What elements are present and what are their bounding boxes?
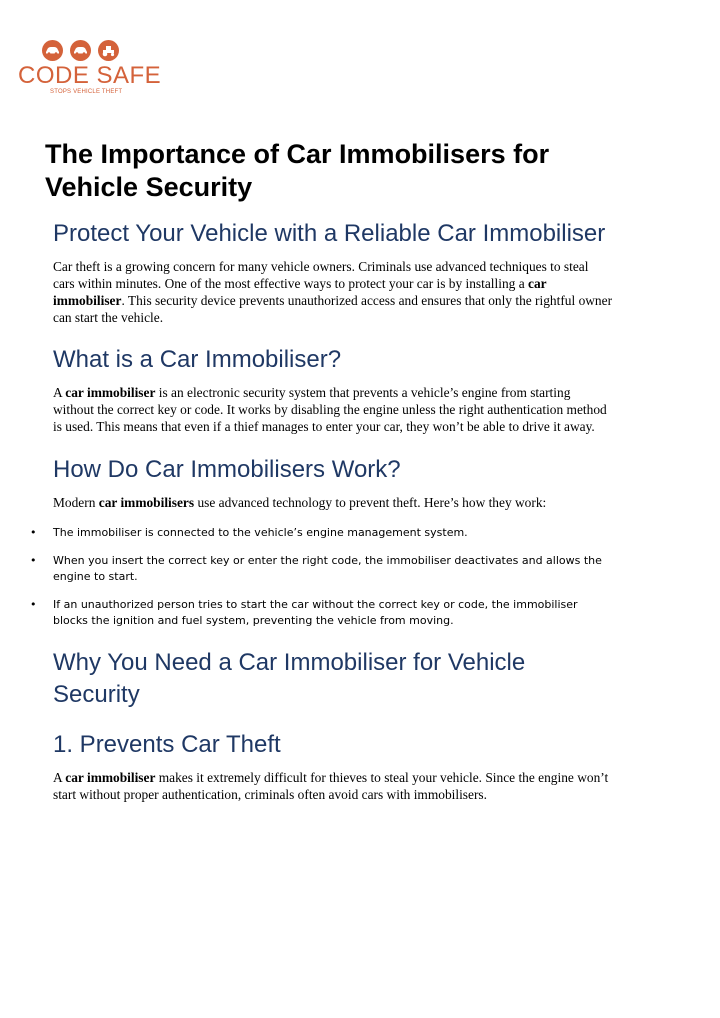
code-safe-logo — [18, 40, 162, 102]
logo-tagline: STOPS VEHICLE THEFT — [50, 89, 123, 95]
bullet-icon: • — [30, 554, 37, 567]
section-heading-prevents: 1. Prevents Car Theft — [53, 731, 281, 758]
list-item: • The immobiliser is connected to the vehicle’s engine management system. — [30, 526, 468, 539]
section-heading-how: How Do Car Immobilisers Work? — [53, 456, 401, 483]
section-paragraph-how: Modern car immobilisers use advanced technology to prevent theft. Here’s how they work: — [53, 495, 547, 510]
bullet-icon: • — [30, 598, 37, 611]
how-it-works-list — [0, 525, 613, 629]
page-title: The Importance of Car Immobilisers for Vehicle Security — [45, 139, 550, 202]
article-body — [30, 218, 613, 803]
section-heading-protect: Protect Your Vehicle with a Reliable Car Immobiliser — [53, 220, 606, 247]
list-item: • When you insert the correct key or enter the right code, the immobiliser deactivates and allows the engine to start. — [30, 554, 602, 583]
section-paragraph-what: A car immobiliser is an electronic security system that prevents a vehicle’s engine from starting without the correct key or code. It works by disabling the engine unless the right authentication method is used. This means that even if a thief manages to enter your car, they won’t be able to drive it away. — [53, 385, 607, 434]
bold-keyword: car immobiliser — [65, 385, 156, 400]
section-paragraph-prevents: A car immobiliser makes it extremely difficult for thieves to steal your vehicle. Since the engine won’t start without proper authentication, criminals often avoid cars with immobilisers. — [53, 770, 609, 802]
bold-keyword: car immobiliser — [65, 770, 156, 785]
tractor-icon — [98, 40, 119, 61]
bold-keyword: car immobilisers — [98, 495, 195, 510]
logo-icons — [42, 40, 148, 61]
section-heading-why: Why You Need a Car Immobiliser for Vehicle Security — [53, 649, 526, 708]
section-heading-what: What is a Car Immobiliser? — [53, 346, 342, 373]
bold-keyword: car immobiliser — [53, 276, 547, 308]
bullet-icon: • — [30, 526, 37, 539]
list-item: • If an unauthorized person tries to start the car without the correct key or code, the immobiliser blocks the ignition and fuel system, preventing the vehicle from moving. — [30, 598, 578, 627]
logo-name: CODE SAFE — [18, 62, 162, 89]
car-icon — [70, 40, 91, 61]
section-paragraph-protect: Car theft is a growing concern for many vehicle owners. Criminals use advanced techniques to steal cars within minutes. One of the most effective ways to protect your car is by installing a car immobiliser. This security device prevents unauthorized access and ensures that only the rightful owner can start the vehicle. — [53, 259, 613, 325]
car-icon — [42, 40, 63, 61]
